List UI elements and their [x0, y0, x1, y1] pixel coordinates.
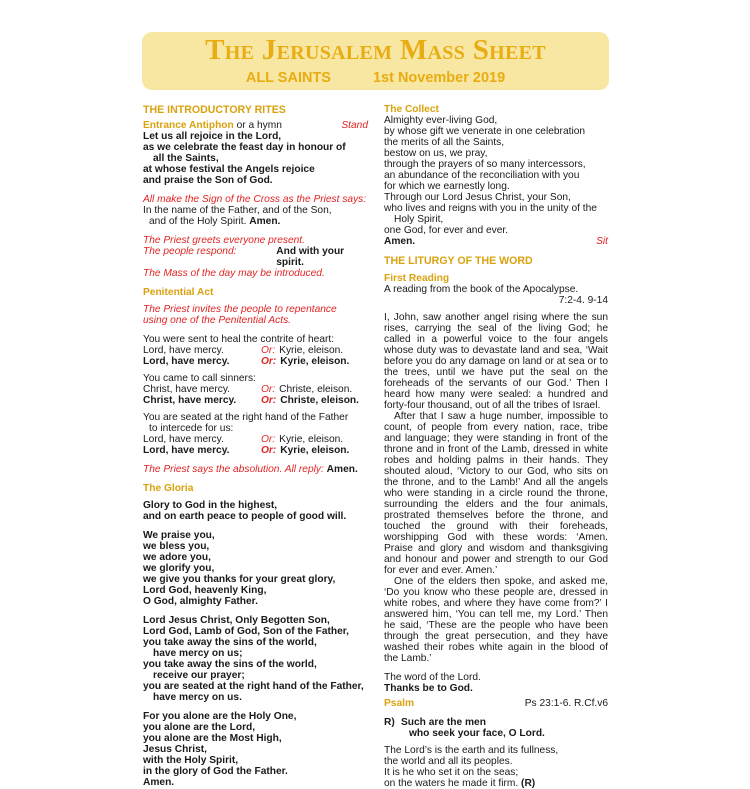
invocation: You were sent to heal the contrite of heart: Lord, have mercy. Or: Kyrie, eleison. Lord, have mercy. Or: Kyrie, eleison.: [143, 334, 350, 367]
feast-line: [142, 69, 609, 87]
gloria-stanza: Glory to God in the highest, and on earth peace to people of good will.: [143, 500, 347, 522]
entrance-antiphon-label: Entrance Antiphon: [143, 120, 234, 131]
mass-intro-rubric: The Mass of the day may be introduced.: [143, 268, 325, 279]
antiphon-line: all the Saints,: [153, 153, 219, 164]
sit-rubric: Sit: [596, 236, 608, 247]
reading-paragraph: One of the elders then spoke, and asked me, ‘Do you know who these people are, dressed in white robes, and where they have come from?’ I answered him, ‘You can tell me, my Lord.’ Then he said, ‘These are the people who have been through the great persecution, and they have washed their robes white again in the blood of the Lamb.’: [384, 576, 608, 664]
psalm-reference: Ps 23:1-6. R.Cf.v6: [524, 698, 608, 709]
invocation: You came to call sinners: Christ, have mercy. Or: Christe, eleison. Christ, have mercy. Or: Christe, eleison.: [143, 373, 359, 406]
gloria-heading: The Gloria: [143, 483, 194, 494]
thanks-be-to-god: Thanks be to God.: [384, 683, 473, 694]
sign-text-line-2: and of the Holy Spirit. Amen.: [149, 216, 281, 227]
antiphon-text: [143, 131, 368, 186]
left-column: [143, 104, 368, 788]
feast-date: 1st November 2019: [372, 70, 506, 86]
antiphon-line: as we celebrate the feast day in honour of: [143, 142, 346, 153]
penitential-act-heading: Penitential Act: [143, 287, 214, 298]
gloria-stanza: Lord Jesus Christ, Only Begotten Son, Lord God, Lamb of God, Son of the Father, you take away the sins of the world, have mercy on us; you take away the sins of the world, receive our prayer; you are seated at the right hand of the Father, have mercy on us.: [143, 615, 364, 703]
antiphon-line: at whose festival the Angels rejoice: [143, 164, 315, 175]
collect-amen-line: Amen. Sit: [384, 236, 608, 247]
psalm-line: [384, 698, 608, 709]
penitential-rubric: The Priest invites the people to repentance using one of the Penitential Acts.: [143, 304, 337, 326]
response-line: [143, 246, 368, 268]
gloria-stanza: For you alone are the Holy One, you alone are the Lord, you alone are the Most High, Jesus Christ, with the Holy Spirit, in the glory of God the Father. Amen.: [143, 711, 297, 788]
response-text: And with your spirit.: [276, 246, 345, 268]
reading-intro: A reading from the book of the Apocalypse.: [384, 284, 579, 295]
psalm-verse: The Lord’s is the earth and its fullness, the world and all its peoples. It is he who set it on the seas; on the waters he made it firm. (R): [384, 745, 559, 789]
invocation: You are seated at the right hand of the Father to intercede for us: Lord, have mercy. Or: Kyrie, eleison. Lord, have mercy. Or: Kyrie, eleison.: [143, 412, 350, 456]
greeting-rubric: The Priest greets everyone present.: [143, 235, 305, 246]
psalm-heading: Psalm: [384, 698, 415, 709]
gloria-stanza: We praise you, we bless you, we adore you, we glorify you, we give you thanks for your great glory, Lord God, heavenly King, O God, almighty Father.: [143, 530, 336, 607]
reading-paragraph: After that I saw a huge number, impossible to count, of people from every nation, race, tribe and language; they were standing in front of the throne and in front of the Lamb, dressed in white robes and holding palms in their hands. They shouted aloud, ‘Victory to our God, who sits on the throne, and to the Lamb!’ And all the angels who were standing in a circle round the throne, surrounding the elders and the four animals, prostrated themselves before the throne, and touched the ground with their foreheads, worshipping God with these words: ‘Amen. Praise and glory and wisdom and thanksgiving and honour and power and strength to our God for ever and ever. Amen.’: [384, 411, 608, 576]
absolution-line: The Priest says the absolution. All reply: Amen.: [143, 464, 358, 475]
first-reading-heading: First Reading: [384, 273, 450, 284]
antiphon-line: and praise the Son of God.: [143, 175, 273, 186]
entrance-or-hymn: or a hymn: [233, 120, 282, 131]
antiphon-line: Let us all rejoice in the Lord,: [143, 131, 282, 142]
sign-amen: Amen.: [249, 216, 281, 227]
intro-rites-heading: THE INTRODUCTORY RITES: [143, 104, 286, 116]
word-of-lord: The word of the Lord.: [384, 672, 481, 683]
reading-paragraph: I, John, saw another angel rising where the sun rises, carrying the seal of the living God; he called in a powerful voice to the four angels whose duty was to devastate land and sea, ‘Wait before you do any damage on land or at sea or to the trees, until we have put the seal on the foreheads of the servants of our God.’ Then I heard how many were sealed: a hundred and forty-four thousand, out of all the tribes of Israel.: [384, 312, 608, 411]
title-banner: [142, 32, 609, 90]
stand-rubric: Stand: [341, 120, 368, 131]
liturgy-word-heading: THE LITURGY OF THE WORD: [384, 255, 533, 267]
entrance-antiphon-line: [143, 120, 368, 131]
sign-of-cross-rubric: All make the Sign of the Cross as the Priest says:: [143, 194, 367, 205]
psalm-response: R) Such are the men who seek your face, O Lord.: [384, 717, 545, 739]
collect-text: Almighty ever-living God, by whose gift we venerate in one celebration the merits of all the Saints, bestow on us, we pray, through the prayers of so many intercessors, an abundance of the reconciliation with you for which we earnestly long. Through our Lord Jesus Christ, your Son, who lives and reigns with you in the unity of the Holy Spirit, one God, for ever and ever.: [384, 115, 597, 236]
mass-sheet-title: The Jerusalem Mass Sheet: [205, 34, 546, 66]
reading-reference: 7:2-4. 9-14: [558, 295, 608, 306]
sign-text-line: In the name of the Father, and of the Son,: [143, 205, 332, 216]
collect-heading: The Collect: [384, 104, 439, 115]
people-respond-rubric: The people respond:: [143, 246, 237, 257]
right-column: [384, 104, 608, 789]
feast-name: ALL SAINTS: [245, 70, 331, 86]
